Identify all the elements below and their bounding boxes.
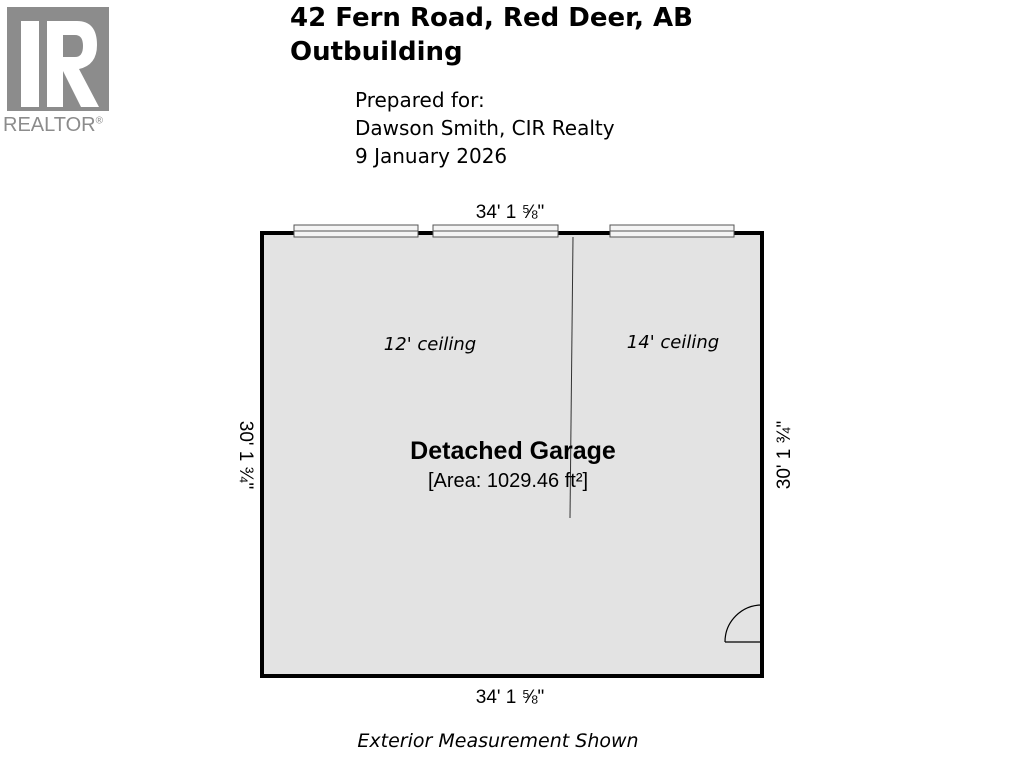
window-2 <box>433 225 558 237</box>
prepared-for-label: Prepared for: <box>355 88 485 112</box>
property-address: 42 Fern Road, Red Deer, AB <box>290 3 693 33</box>
ceiling-label-left: 12' ceiling <box>383 334 477 355</box>
client-name: Dawson Smith, CIR Realty <box>355 116 615 140</box>
registered-mark: ® <box>95 115 103 127</box>
window-3 <box>610 225 734 237</box>
room-name: Detached Garage <box>410 437 616 465</box>
dimension-bottom: 34' 1 ⅝" <box>475 687 545 708</box>
measurement-note: Exterior Measurement Shown <box>357 730 639 752</box>
dimension-right: 30' 1 ¾" <box>774 420 795 490</box>
window-1 <box>294 225 418 237</box>
wordmark-text: REALTOR <box>3 114 96 136</box>
dimension-top: 34' 1 ⅝" <box>475 202 545 223</box>
room-area: [Area: 1029.46 ft²] <box>427 470 589 492</box>
ceiling-label-right: 14' ceiling <box>626 332 720 353</box>
building-type: Outbuilding <box>290 37 463 67</box>
prepared-date: 9 January 2026 <box>355 144 508 168</box>
dimension-left: 30' 1 ¾" <box>235 420 256 490</box>
